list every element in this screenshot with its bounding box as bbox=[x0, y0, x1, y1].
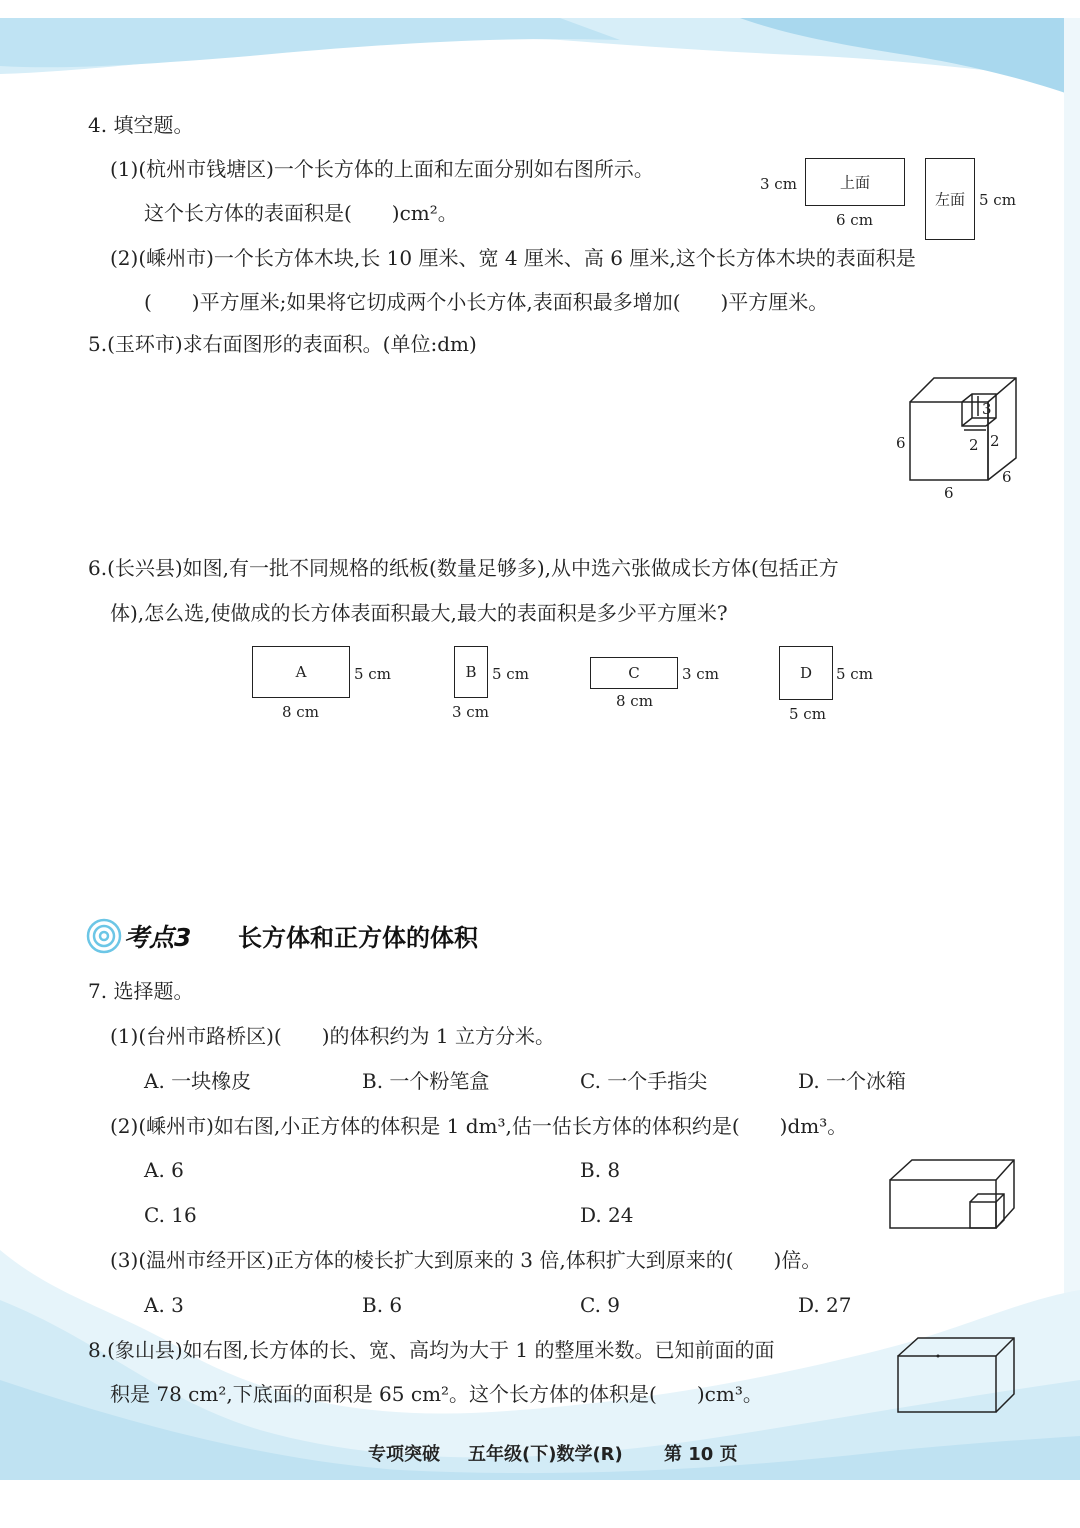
q5-label-notch-height: 3 bbox=[982, 400, 992, 418]
q4-title: 4. 填空题。 bbox=[88, 113, 194, 137]
board-b-name: B bbox=[465, 663, 477, 681]
q7-box-figure bbox=[888, 1158, 1018, 1232]
q7-p3-option-c: C. 9 bbox=[580, 1293, 621, 1317]
footer-series: 专项突破 bbox=[368, 1444, 440, 1465]
q7-part2: (2)(嵊州市)如右图,小正方体的体积是 1 dm³,估一估长方体的体积约是( )dm³。 bbox=[110, 1114, 848, 1138]
q7-title: 7. 选择题。 bbox=[88, 979, 194, 1003]
board-d-width: 5 cm bbox=[789, 705, 826, 723]
q4-top-face-width: 6 cm bbox=[836, 211, 873, 229]
q4-top-face-label: 上面 bbox=[839, 173, 870, 192]
q4-top-face-height: 3 cm bbox=[760, 175, 797, 193]
q4-left-face bbox=[925, 158, 975, 240]
q5-label-front: 6 bbox=[896, 434, 906, 452]
section-badge: 考点3 bbox=[124, 923, 192, 952]
q7-p2-option-c: C. 16 bbox=[144, 1203, 197, 1227]
board-d-name: D bbox=[799, 664, 813, 682]
q6-line2: 体),怎么选,使做成的长方体表面积最大,最大的表面积是多少平方厘米? bbox=[110, 601, 728, 625]
q7-p2-option-d: D. 24 bbox=[580, 1203, 634, 1227]
q4-part1-line1: (1)(杭州市钱塘区)一个长方体的上面和左面分别如右图所示。 bbox=[110, 157, 654, 181]
q8-line2: 积是 78 cm²,下底面的面积是 65 cm²。这个长方体的体积是( )cm³。 bbox=[110, 1382, 763, 1406]
q4-left-face-label: 左面 bbox=[934, 190, 965, 209]
q7-p3-option-d: D. 27 bbox=[798, 1293, 852, 1317]
q8-box-figure bbox=[896, 1336, 1020, 1416]
board-a-name: A bbox=[295, 663, 307, 681]
board-b-height: 5 cm bbox=[492, 665, 529, 683]
footer-page-number: 第 10 页 bbox=[664, 1444, 738, 1465]
q7-p1-option-a: A. 一块橡皮 bbox=[144, 1069, 252, 1093]
target-icon bbox=[84, 914, 124, 954]
board-d bbox=[779, 646, 833, 700]
board-b-width: 3 cm bbox=[452, 703, 489, 721]
footer-grade: 五年级(下)数学(R) bbox=[468, 1444, 623, 1465]
q5-label-notch-depth: 2 bbox=[990, 432, 1000, 450]
q5-title: 5.(玉环市)求右面图形的表面积。(单位:dm) bbox=[88, 332, 477, 356]
q4-part1-line2: 这个长方体的表面积是( )cm²。 bbox=[144, 201, 458, 225]
q4-top-face bbox=[805, 158, 905, 206]
q6-line1: 6.(长兴县)如图,有一批不同规格的纸板(数量足够多),从中选六张做成长方体(包括正方 bbox=[88, 556, 839, 580]
q4-left-face-height: 5 cm bbox=[979, 191, 1016, 209]
board-c-width: 8 cm bbox=[616, 692, 653, 710]
board-c bbox=[590, 657, 678, 689]
board-a-height: 5 cm bbox=[354, 665, 391, 683]
q8-line1: 8.(象山县)如右图,长方体的长、宽、高均为大于 1 的整厘米数。已知前面的面 bbox=[88, 1338, 775, 1362]
q7-p3-option-a: A. 3 bbox=[144, 1293, 184, 1317]
q5-label-depth: 6 bbox=[1002, 468, 1012, 486]
q7-p1-option-c: C. 一个手指尖 bbox=[580, 1069, 708, 1093]
q4-part2-line1: (2)(嵊州市)一个长方体木块,长 10 厘米、宽 4 厘米、高 6 厘米,这个长方体木块的表面积是 bbox=[110, 246, 916, 270]
q5-label-notch-width: 2 bbox=[969, 436, 979, 454]
board-b bbox=[454, 646, 488, 698]
board-d-height: 5 cm bbox=[836, 665, 873, 683]
board-c-name: C bbox=[628, 664, 640, 682]
q7-part1: (1)(台州市路桥区)( )的体积约为 1 立方分米。 bbox=[110, 1024, 555, 1048]
q7-p2-option-b: B. 8 bbox=[580, 1158, 621, 1182]
q4-part2-line2: ( )平方厘米;如果将它切成两个小长方体,表面积最多增加( )平方厘米。 bbox=[144, 290, 829, 314]
board-a bbox=[252, 646, 350, 698]
q7-p1-option-d: D. 一个冰箱 bbox=[798, 1069, 907, 1093]
board-a-width: 8 cm bbox=[282, 703, 319, 721]
q7-p3-option-b: B. 6 bbox=[362, 1293, 403, 1317]
q7-p1-option-b: B. 一个粉笔盒 bbox=[362, 1069, 490, 1093]
section-title: 长方体和正方体的体积 bbox=[238, 924, 478, 952]
q7-part3: (3)(温州市经开区)正方体的棱长扩大到原来的 3 倍,体积扩大到原来的( )倍。 bbox=[110, 1248, 822, 1272]
board-c-height: 3 cm bbox=[682, 665, 719, 683]
q5-label-bottom: 6 bbox=[944, 484, 954, 502]
q7-p2-option-a: A. 6 bbox=[144, 1158, 184, 1182]
